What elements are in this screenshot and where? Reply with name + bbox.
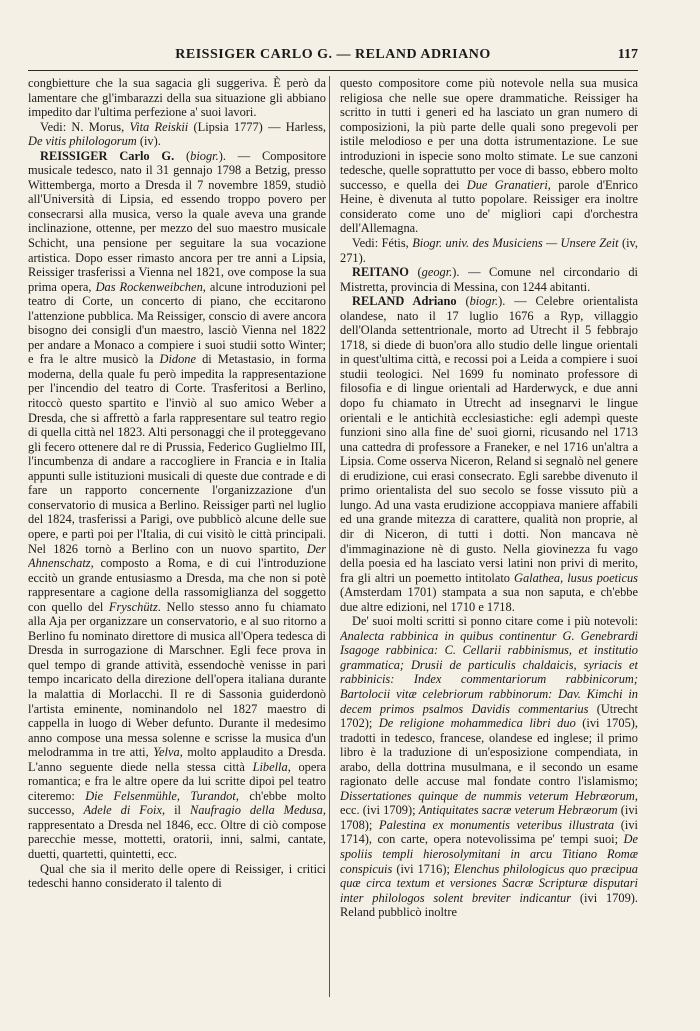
left-column — [28, 76, 326, 1011]
page-number: 117 — [617, 47, 638, 62]
entry-reitano: REITANO (geogr.). — Comune nel circondario di Mistretta, provincia di Messina, con 1244 abitanti. — [340, 265, 638, 294]
paragraph: Vedi: Fétis, Biogr. univ. des Musiciens — Unsere Zeit (iv, 271). — [340, 236, 638, 265]
entry-headword: REISSIGER Carlo G. — [40, 148, 175, 163]
paragraph: Qual che sia il merito delle opere di Reissiger, i critici tedeschi hanno considerato il talento di — [28, 861, 326, 891]
entry-headword: RELAND Adriano — [352, 294, 457, 309]
paragraph: De' suoi molti scritti si ponno citare come i più notevoli: Analecta rabbinica in quibus continentur G. Genebrardi Isagoge rabbinica: C. Cellarii rabbinismus, et institutio grammatica; Drusii de particulis chaldaicis, syriacis et rabbinicis: Index commentariorum rabbinicorum; Bartolocii vitæ celebriorum rabbinorum: Dav. Kimchi in decem primos psalmos Davidis commentarius (Utrecht 1702); De religione mohammedica libri duo (ivi 1705), tradotti in tedesco, francese, olandese ed inglese; il primo libro è la traduzione di un'esposizione compendiata, in arabo, della dottrina musulmana, e il secondo un esame ragionato delle accuse mal fondate contro l'islamismo; Dissertationes quinque de nummis veterum Hebræorum, ecc. (ivi 1709); Antiquitates sacræ veterum Hebræorum (ivi 1708); Palestina ex monumentis veteribus illustrata (ivi 1714), con carte, opera notevolissima pe' tempi suoi; De spoliis templi hierosolymitani in arcu Titiano Romæ conspicuis (ivi 1716); Elenchus philologicus quo præcipua quæ circa textum et versiones Sacræ Scripturæ disputari inter philologos solent breviter indicantur (ivi 1709). Reland pubblicò inoltre — [340, 614, 638, 920]
entry-reissiger: REISSIGER Carlo G. (biogr.). — Compositore musicale tedesco, nato il 31 gennajo 1798 a Betzig, presso Wittemberga, morto a Dresda il 7 novembre 1859, studiò all'Università di Lipsia, ed essendo troppo povero per consecrarsi alla musica, verso la quale aveva una grande inclinazione, ottenne, per mezzo del suo maestro musicale Schicht, una pensione per seguitare la sua vocazione artistica. Dopo esser rimasto ancora per tre anni a Lipsia, Reissiger trasferissi a Vienna nel 1821, ove compose la sua prima opera, Das Rockenweibchen, alcune introduzioni pel teatro di Corte, un concerto di piano, che eccitarono l'attenzione pubblica. Ma Reissiger, conscio di avere ancora bisogno dei consigli d'un maestro, lasciò Vienna nel 1822 per andare a Monaco a compiere i suoi studii sotto Winter; e fra le altre musicò la Didone di Metastasio, in forma moderna, della quale fu però impedita la rappresentazione per l'incendio del teatro di Corte. Trasferitosi a Berlino, ritoccò questo spartito e l'inviò al suo amico Weber a Dresda, che si affrettò a farla rappresentare sul teatro regio di quella città nel 1823. Alti personaggi che il proteggevano gli fecero ottenere dal re di Prussia, Federico Guglielmo III, l'incumbenza di andare a raccogliere in Francia e in Italia appunti sulle istituzioni musicali di queste due contrade e di fare un rapporto concernente l'organizzazione d'un conservatorio di musica a Berlino. Reissiger partì nel luglio del 1824, trasferissi a Parigi, ove pubblicò alcune delle sue opere, e partì poi per l'Italia, di cui visitò le città principali. Nel 1826 tornò a Berlino con un nuovo spartito, Der Ahnenschatz, composto a Roma, e di cui l'introduzione eccitò un grande entusiasmo a Dresda, ma che non si potè rappresentare a cagione della rassomiglianza del soggetto con quello del Fryschütz. Nello stesso anno fu chiamato alla Aja per organizzare un conservatorio, e al suo ritorno a Berlino fu nominato direttore di musica all'Opera tedesca di Dresda in surrogazione di Marschner. Egli fece prova in quel tempo di grande attività, essendochè venisse in pari tempo incaricato della direzione dell'opera italiana durante la malattia di Morlacchi. Il re di Sassonia guiderdonò l'artista eminente, nominandolo nel 1827 maestro di cappella in luogo di Weber defunto. Durante il medesimo anno compose una messa solenne e scrisse la musica d'un melodramma in tre atti, Yelva, molto applaudito a Dresda. L'anno seguente diede nella stessa città Libella, opera romantica; e fra le altre opere da lui scritte dipoi pel teatro citeremo: Die Felsenmühle, Turandot, ch'ebbe molto successo, Adele di Foix, il Naufragio della Medusa, rappresentato a Dresda nel 1846, ecc. Oltre di ciò compose parecchie messe, mottetti, oratorii, inni, salmi, cantate, duetti, quartetti, quintetti, ecc. — [28, 148, 326, 861]
entry-reland: RELAND Adriano (biogr.). — Celebre orientalista olandese, nato il 17 luglio 1676 a Ryp, villaggio dell'Olanda settentrionale, morto ad Utrecht il 5 febbrajo 1718, si diede di buon'ora allo studio delle lingue orientali in quest'ultima città, e recossi poi a Leida a compiere i suoi studii teologici. Nel 1699 fu nominato professore di filosofia e di lingue orientali ad Harderwyck, e due anni dopo fu chiamato in Utrecht ad insegnarvi le lingue orientali e le antichità ecclesiastiche: egli adempì queste funzioni sino alla fine de' suoi giorni, ricusando nel 1713 una cattedra di professore a Franeker, e nel 1716 un'altra a Lipsia. Come osserva Niceron, Reland si segnalò nel genere di erudizione, cui erasi consecrato. Egli sarebbe divenuto il primo orientalista del suo secolo se fosse vissuto più a lungo. Ad una vasta erudizione accoppiava maniere affabili ed una grande mitezza di carattere, qualità non proprie, al dir di Niceron, di tutti i dotti. Non mancava nè d'immaginazione nè di gusto. Nella giovinezza fu vago della poesia ed ha lasciato versi latini non privi di merito, fra gli altri un poemetto intitolato Galathea, lusus poeticus (Amsterdam 1701) stampata a sua non saputa, e ch'ebbe due altre edizioni, nel 1710 e 1718. — [340, 294, 638, 614]
paragraph: Vedi: N. Morus, Vita Reiskii (Lipsia 1777) — Harless, De vitis philologorum (iv). — [28, 119, 326, 149]
paragraph: questo compositore come più notevole nella sua musica religiosa che nelle sue opere drammatiche. Reissiger ha scritto in tutti i generi ed ha lasciato un gran numero di composizioni, la più parte delle quali sono pregevoli per istile melodioso e per una dotta istrumentazione. Le sue introduzioni in ispecie sono molto stimate. Le sue canzoni tedesche, quelle soprattutto per voce di basso, ebbero molto successo, e quella dei Due Granatieri, parole d'Enrico Heine, è divenuta al tutto popolare. Reissiger era inoltre considerato come uno de' migliori capi d'orchestra dell'Allemagna. — [340, 76, 638, 236]
running-head: REISSIGER CARLO G. — RELAND ADRIANO — [175, 47, 491, 62]
right-column — [340, 76, 638, 1011]
page-header — [28, 44, 638, 71]
paragraph: congbietture che la sua sagacia gli suggeriva. È però da lamentare che gl'imbarazzi della sua situazione gli abbiano impedito dar l'ultima perfezione a' suoi lavori. — [28, 76, 326, 120]
entry-headword: REITANO — [352, 265, 409, 280]
text-columns — [28, 76, 638, 1011]
